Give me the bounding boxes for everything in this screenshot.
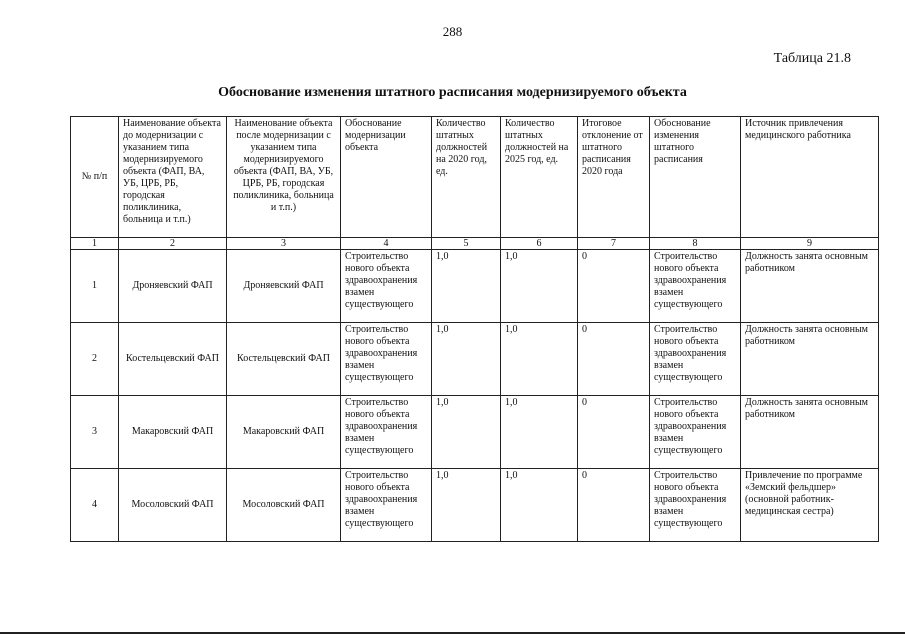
table-label: Таблица 21.8	[773, 51, 851, 66]
cell-modernization-reason: Строительство нового объекта здравоохранения взамен существующего	[341, 250, 432, 323]
header-cell: Количество штатных должностей на 2025 год, ед.	[501, 117, 578, 238]
cell-positions-2025: 1,0	[501, 396, 578, 469]
cell-object-after: Дроняевский ФАП	[227, 250, 341, 323]
row-number: 4	[71, 469, 119, 542]
cell-staff-source: Привлечение по программе «Земский фельдшер» (основной работник- медицинская сестра)	[741, 469, 879, 542]
cell-deviation: 0	[578, 250, 650, 323]
column-number: 9	[741, 238, 879, 250]
table-row	[71, 250, 879, 323]
page-number: 288	[442, 24, 463, 39]
cell-object-before: Дроняевский ФАП	[119, 250, 227, 323]
cell-positions-2025: 1,0	[501, 250, 578, 323]
cell-modernization-reason: Строительство нового объекта здравоохранения взамен существующего	[341, 469, 432, 542]
cell-staff-source: Должность занята основным работником	[741, 396, 879, 469]
page-bottom-rule	[0, 632, 905, 634]
column-number: 2	[119, 238, 227, 250]
cell-deviation: 0	[578, 323, 650, 396]
header-cell: Итоговое отклонение от штатного расписания 2020 года	[578, 117, 650, 238]
cell-change-reason: Строительство нового объекта здравоохранения взамен существующего	[650, 250, 741, 323]
column-number-row	[71, 238, 879, 250]
header-cell: Источник привлечения медицинского работника	[741, 117, 879, 238]
row-number: 3	[71, 396, 119, 469]
row-number: 2	[71, 323, 119, 396]
table-row	[71, 396, 879, 469]
document-title: Обоснование изменения штатного расписания модернизируемого объекта	[218, 85, 687, 100]
column-number: 5	[432, 238, 501, 250]
cell-object-after: Макаровский ФАП	[227, 396, 341, 469]
cell-change-reason: Строительство нового объекта здравоохранения взамен существующего	[650, 396, 741, 469]
cell-object-after: Костельцевский ФАП	[227, 323, 341, 396]
table-row	[71, 469, 879, 542]
header-cell: Количество штатных должностей на 2020 год, ед.	[432, 117, 501, 238]
cell-object-after: Мосоловский ФАП	[227, 469, 341, 542]
cell-positions-2025: 1,0	[501, 469, 578, 542]
cell-deviation: 0	[578, 396, 650, 469]
staff-table	[70, 116, 879, 542]
cell-staff-source: Должность занята основным работником	[741, 250, 879, 323]
header-cell: Обоснование модернизации объекта	[341, 117, 432, 238]
cell-modernization-reason: Строительство нового объекта здравоохранения взамен существующего	[341, 323, 432, 396]
cell-object-before: Костельцевский ФАП	[119, 323, 227, 396]
column-number: 1	[71, 238, 119, 250]
column-number: 8	[650, 238, 741, 250]
cell-positions-2025: 1,0	[501, 323, 578, 396]
cell-modernization-reason: Строительство нового объекта здравоохранения взамен существующего	[341, 396, 432, 469]
cell-object-before: Мосоловский ФАП	[119, 469, 227, 542]
header-cell: Наименование объекта после модернизации с указанием типа модернизируемого объекта (ФАП, ВА, УБ, ЦРБ, РБ, городская поликлиника, больница и т.п.)	[227, 117, 341, 238]
header-cell: № п/п	[71, 117, 119, 238]
column-number: 4	[341, 238, 432, 250]
column-number: 7	[578, 238, 650, 250]
cell-positions-2020: 1,0	[432, 396, 501, 469]
cell-change-reason: Строительство нового объекта здравоохранения взамен существующего	[650, 469, 741, 542]
cell-change-reason: Строительство нового объекта здравоохранения взамен существующего	[650, 323, 741, 396]
header-cell: Наименование объекта до модернизации с указанием типа модернизируемого объекта (ФАП, ВА, УБ, ЦРБ, РБ, городская поликлиника, больница и т.п.)	[119, 117, 227, 238]
row-number: 1	[71, 250, 119, 323]
column-number: 6	[501, 238, 578, 250]
cell-object-before: Макаровский ФАП	[119, 396, 227, 469]
cell-positions-2020: 1,0	[432, 323, 501, 396]
cell-deviation: 0	[578, 469, 650, 542]
cell-positions-2020: 1,0	[432, 250, 501, 323]
column-number: 3	[227, 238, 341, 250]
header-cell: Обоснование изменения штатного расписания	[650, 117, 741, 238]
cell-positions-2020: 1,0	[432, 469, 501, 542]
table-header-row	[71, 117, 879, 238]
table-row	[71, 323, 879, 396]
cell-staff-source: Должность занята основным работником	[741, 323, 879, 396]
